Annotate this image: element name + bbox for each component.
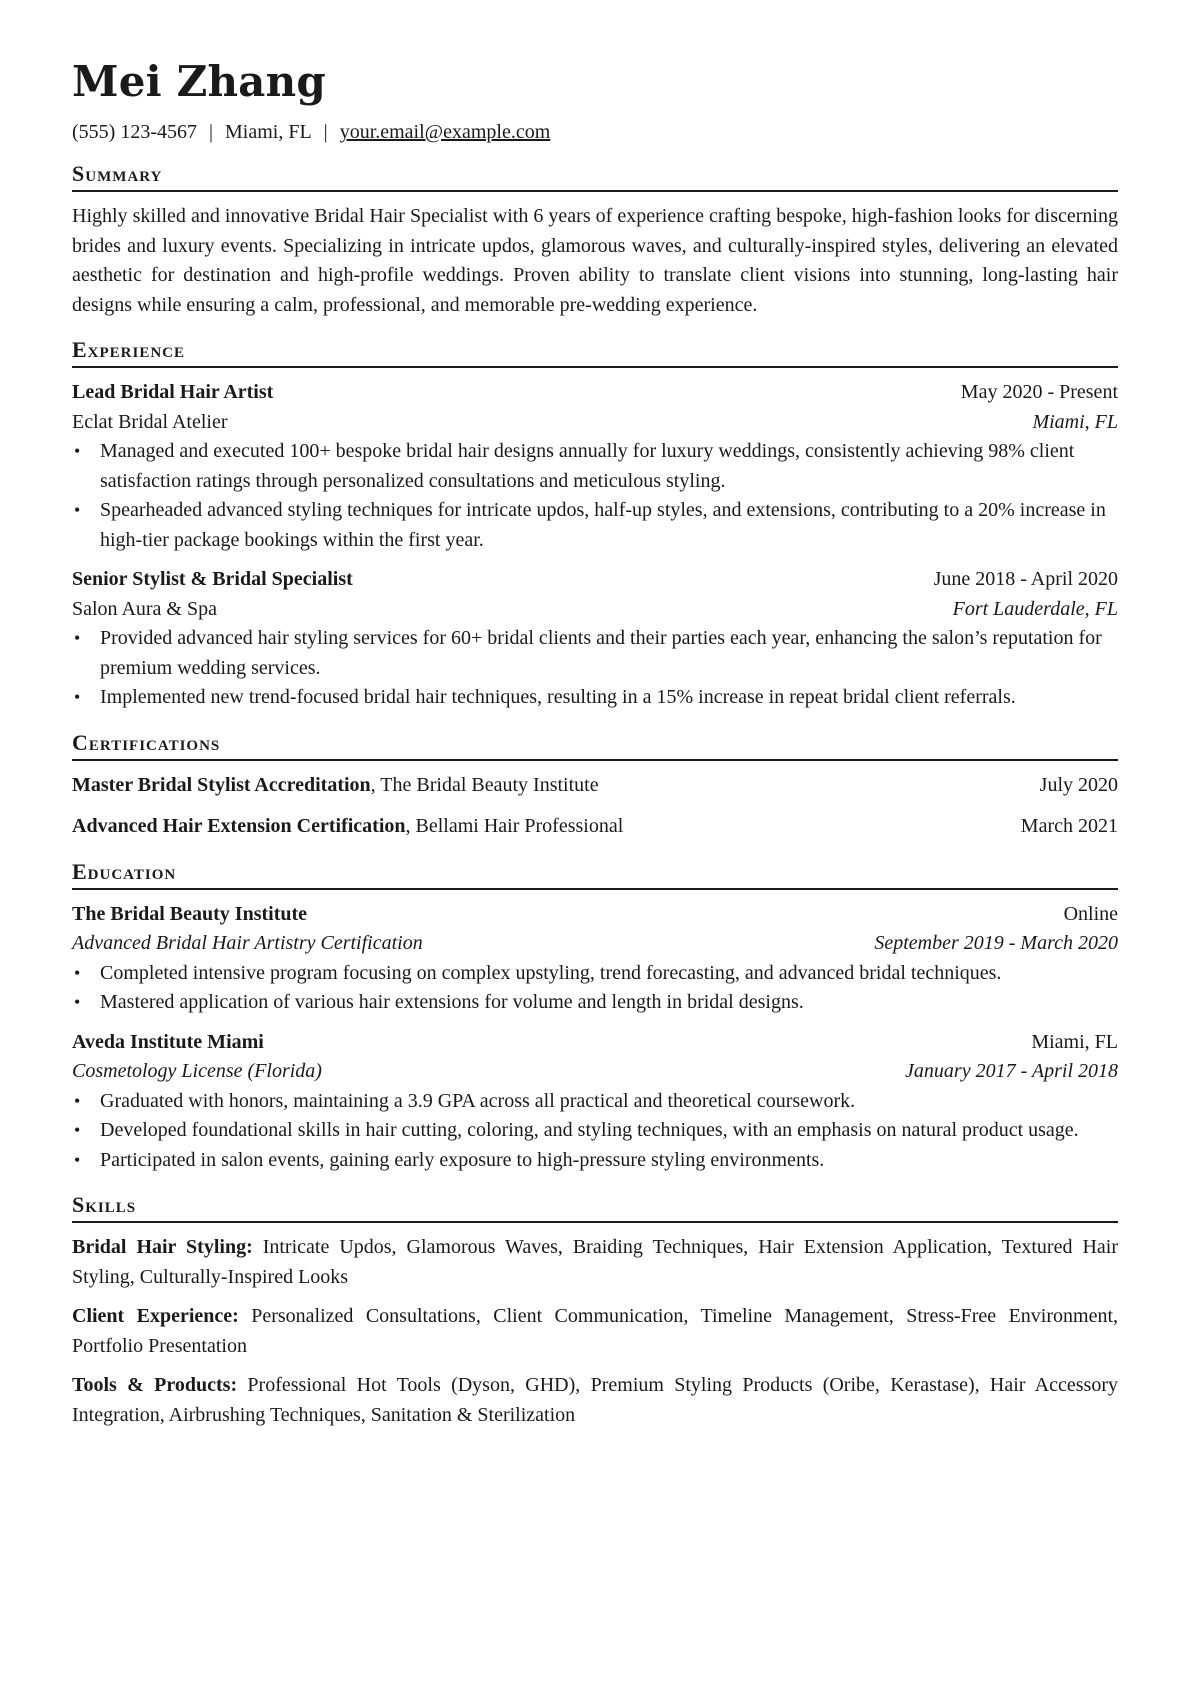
education-bullets: [72, 959, 1118, 1018]
skill-row: [72, 1371, 1118, 1430]
school-location: Miami, FL: [1031, 1030, 1118, 1053]
separator: |: [323, 121, 328, 143]
skill-value: Personalized Consultations, Client Communication, Timeline Management, Stress-Free Environment, Portfolio Presentation: [72, 1305, 1119, 1357]
email-link[interactable]: your.email@example.com: [339, 121, 551, 143]
education-entry: [72, 900, 1118, 1018]
program-name: Cosmetology License (Florida): [72, 1060, 322, 1082]
certification-issuer: , Bellami Hair Professional: [405, 815, 624, 837]
skill-value: Intricate Updos, Glamorous Waves, Braiding Techniques, Hair Extension Application, Textured Hair Styling, Culturally-Inspired Looks: [72, 1236, 1118, 1288]
summary-text: Highly skilled and innovative Bridal Hair Specialist with 6 years of experience crafting bespoke, high-fashion looks for discerning brides and luxury events. Specializing in intricate updos, glamorous waves, and culturally-inspired styles, delivering an elevated aesthetic for destination and high-profile weddings. Proven ability to translate client visions into stunning, long-lasting hair designs while ensuring a calm, professional, and memorable pre-wedding experience.: [72, 205, 1118, 316]
skill-label: Tools & Products:: [72, 1374, 238, 1396]
certification-issuer: , The Bridal Beauty Institute: [370, 773, 599, 796]
job-title: Lead Bridal Hair Artist: [72, 381, 274, 403]
job-title: Senior Stylist & Bridal Specialist: [72, 568, 353, 590]
job-bullets: [72, 437, 1118, 555]
skill-row: [72, 1233, 1118, 1292]
company-name: Salon Aura & Spa: [72, 597, 217, 620]
education-entry: [72, 1028, 1118, 1176]
skill-row: [72, 1302, 1118, 1361]
section-title-education: Education: [72, 858, 1118, 890]
job-dates: May 2020 - Present: [960, 381, 1118, 403]
section-title-certifications: Certifications: [72, 729, 1118, 761]
bullet-item: • Managed and executed 100+ bespoke bridal hair designs annually for luxury weddings, consistently achieving 98% client satisfaction ratings through personalized consultations and meticulous styling.: [100, 437, 1118, 496]
skill-label: Bridal Hair Styling:: [72, 1236, 253, 1258]
bullet-item: • Developed foundational skills in hair cutting, coloring, and styling techniques, with an emphasis on natural product usage.: [100, 1116, 1118, 1146]
school-name: Aveda Institute Miami: [72, 1030, 264, 1053]
section-title-experience: Experience: [72, 336, 1118, 368]
certification-date: July 2020: [1039, 773, 1118, 796]
contact-line: [72, 118, 1118, 146]
bullet-item: • Spearheaded advanced styling techniques for intricate updos, half-up styles, and extensions, contributing to a 20% increase in high-tier package bookings within the first year.: [100, 496, 1118, 555]
certification-name: Master Bridal Stylist Accreditation: [72, 773, 371, 796]
location: Miami, FL: [225, 121, 312, 143]
program-dates: September 2019 - March 2020: [874, 932, 1118, 954]
job-dates: June 2018 - April 2020: [933, 568, 1118, 590]
bullet-item: • Completed intensive program focusing on complex upstyling, trend forecasting, and advanced bridal techniques.: [100, 959, 1118, 989]
education-bullets: [72, 1087, 1118, 1176]
bullet-item: • Provided advanced hair styling services for 60+ bridal clients and their parties each year, enhancing the salon’s reputation for premium wedding services.: [100, 624, 1118, 683]
separator: |: [208, 121, 213, 143]
certification-row: [72, 771, 1118, 801]
job-location: Fort Lauderdale, FL: [952, 597, 1118, 620]
candidate-name: Mei Zhang: [72, 57, 326, 106]
certification-row: [72, 812, 1118, 842]
bullet-item: • Participated in salon events, gaining early exposure to high-pressure styling environments.: [100, 1146, 1118, 1176]
section-title-summary: Summary: [72, 160, 1118, 192]
certification-name: Advanced Hair Extension Certification: [72, 815, 406, 837]
skill-value: Professional Hot Tools (Dyson, GHD), Premium Styling Products (Oribe, Kerastase), Hair Accessory Integration, Airbrushing Techniques, Sanitation & Sterilization: [72, 1374, 1118, 1426]
bullet-item: • Implemented new trend-focused bridal hair techniques, resulting in a 15% increase in repeat bridal client referrals.: [100, 683, 1118, 713]
phone: (555) 123-4567: [72, 121, 197, 143]
job-location: Miami, FL: [1032, 410, 1118, 433]
school-location: Online: [1063, 902, 1118, 925]
experience-entry: [72, 378, 1118, 555]
bullet-item: • Mastered application of various hair extensions for volume and length in bridal designs.: [100, 988, 1118, 1018]
certification-date: March 2021: [1020, 815, 1118, 837]
school-name: The Bridal Beauty Institute: [72, 902, 308, 925]
company-name: Eclat Bridal Atelier: [72, 410, 228, 433]
section-title-skills: Skills: [72, 1191, 1118, 1223]
program-name: Advanced Bridal Hair Artistry Certification: [72, 932, 423, 954]
bullet-item: • Graduated with honors, maintaining a 3.9 GPA across all practical and theoretical coursework.: [100, 1087, 1118, 1117]
program-dates: January 2017 - April 2018: [905, 1060, 1118, 1082]
skill-label: Client Experience:: [72, 1305, 239, 1327]
experience-entry: [72, 565, 1118, 713]
job-bullets: [72, 624, 1118, 713]
